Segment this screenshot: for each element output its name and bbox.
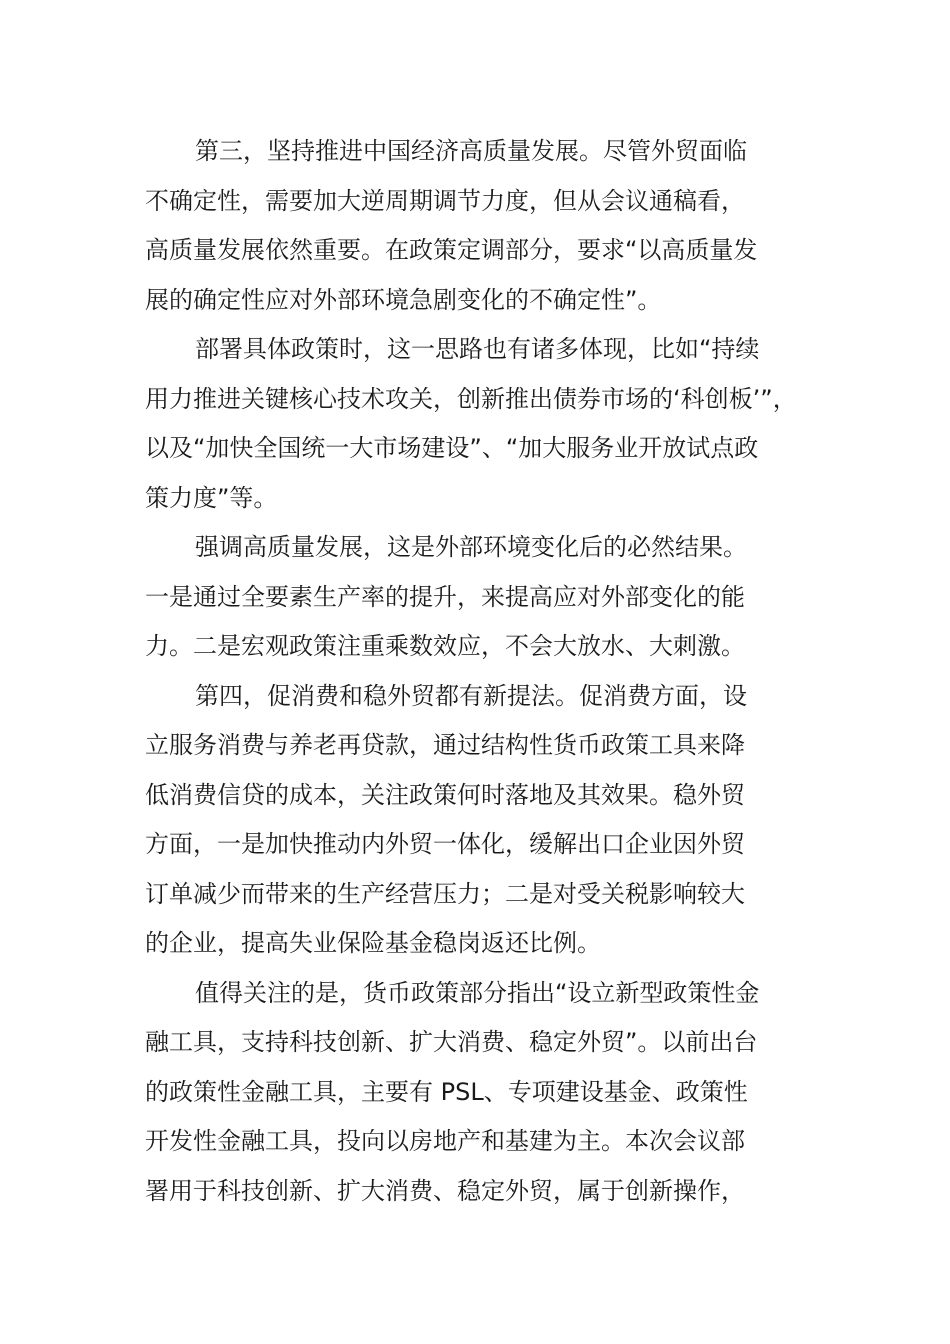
document-body: [145, 127, 810, 1216]
text-line: 低消费信贷的成本，关注政策何时落地及其效果。稳外贸: [145, 780, 745, 809]
text-line: 第三，坚持推进中国经济高质量发展。尽管外贸面临: [195, 137, 747, 165]
text-line: 开发性金融工具，投向以房地产和基建为主。本次会议部: [145, 1127, 745, 1155]
text-line: 的政策性金融工具，主要有 PSL、专项建设基金、政策性: [145, 1077, 748, 1106]
text-line: 策力度”等。: [145, 483, 278, 512]
text-line: 以及“加快全国统一大市场建设”、“加大服务业开放试点政: [145, 434, 759, 462]
text-line: 高质量发展依然重要。在政策定调部分，要求“以高质量发: [145, 236, 758, 264]
text-line: 第四，促消费和稳外贸都有新提法。促消费方面，设: [195, 681, 747, 710]
text-line: 融工具，支持科技创新、扩大消费、稳定外贸”。以前出台: [145, 1028, 758, 1056]
paragraph-third-point: [145, 127, 810, 325]
text-line: 方面，一是加快推动内外贸一体化，缓解出口企业因外贸: [145, 830, 745, 858]
text-line: 强调高质量发展，这是外部环境变化后的必然结果。: [195, 533, 747, 561]
text-line: 订单减少而带来的生产经营压力；二是对受关税影响较大: [145, 879, 745, 908]
paragraph-policy-deployment: [145, 325, 810, 523]
text-line: 部署具体政策时，这一思路也有诸多体现，比如“持续: [195, 335, 760, 363]
paragraph-high-quality-development: [145, 523, 810, 672]
paragraph-monetary-policy: [145, 969, 810, 1217]
paragraph-fourth-point: [145, 672, 810, 969]
text-line: 不确定性，需要加大逆周期调节力度，但从会议通稿看，: [145, 186, 745, 215]
text-line: 署用于科技创新、扩大消费、稳定外贸，属于创新操作，: [145, 1176, 745, 1205]
text-line: 用力推进关键核心技术攻关，创新推出债券市场的‘科创板’”，: [145, 384, 797, 413]
text-line: 立服务消费与养老再贷款，通过结构性货币政策工具来降: [145, 731, 745, 759]
text-line: 展的确定性应对外部环境急剧变化的不确定性”。: [145, 285, 662, 314]
text-line: 力。二是宏观政策注重乘数效应，不会大放水、大刺激。: [145, 632, 745, 660]
text-line: 的企业，提高失业保险基金稳岗返还比例。: [145, 929, 601, 957]
text-line: 值得关注的是，货币政策部分指出“设立新型政策性金: [195, 978, 760, 1007]
text-line: 一是通过全要素生产率的提升，来提高应对外部变化的能: [145, 582, 745, 611]
